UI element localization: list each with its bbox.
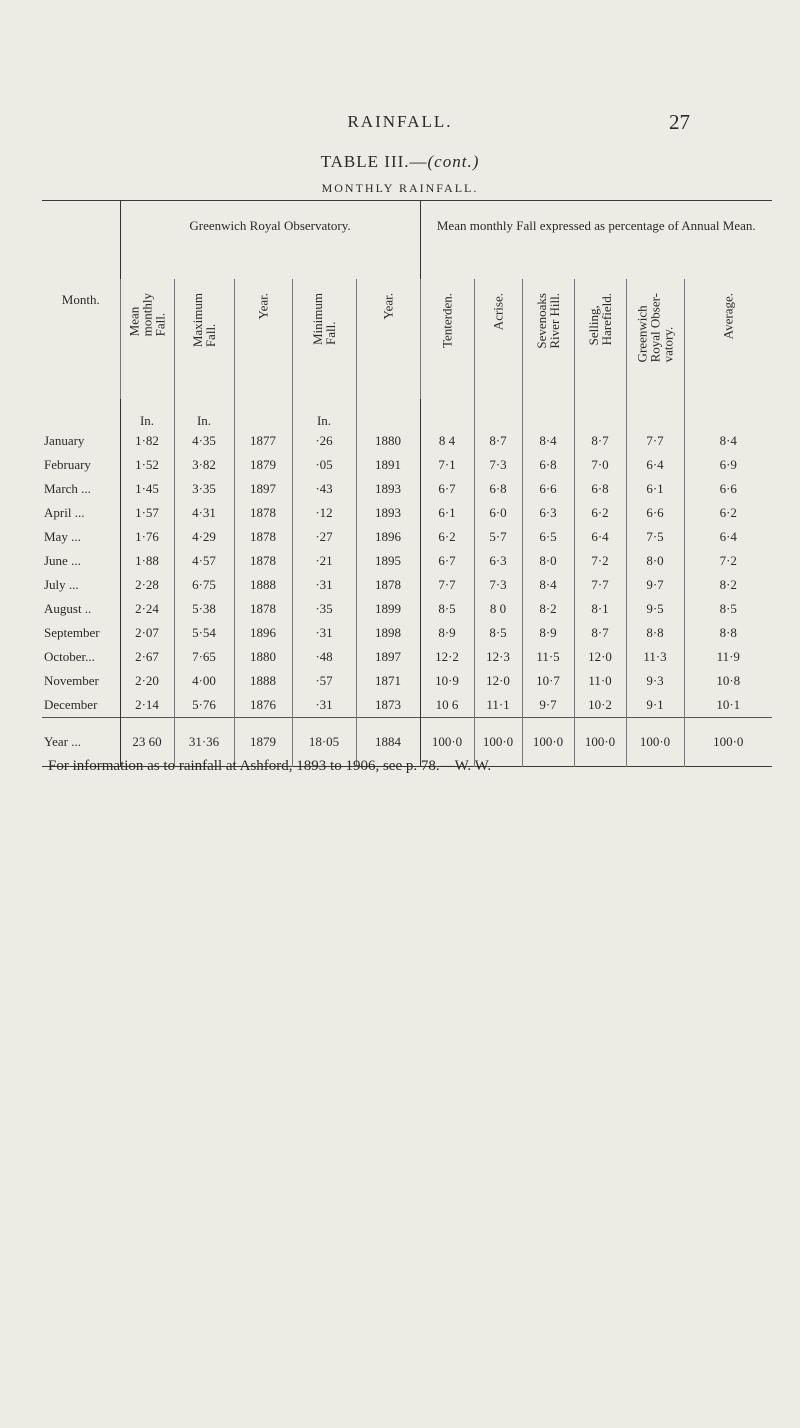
page-header [0,112,800,138]
table-row [42,597,772,621]
cell-tenterden: 10·9 [420,669,474,693]
table-title-cont: (cont.) [427,152,480,171]
cell-min: ·35 [292,597,356,621]
col-greenwich: Greenwich Royal Obser- vatory. [626,279,684,399]
col-max-year: Year. [234,279,292,399]
cell-tenterden: 6·2 [420,525,474,549]
cell-mean: 2·67 [120,645,174,669]
cell-mean: 2·07 [120,621,174,645]
cell-average: 8·2 [684,573,772,597]
cell-average: 6·6 [684,477,772,501]
cell-tenterden: 7·1 [420,453,474,477]
cell-min: ·12 [292,501,356,525]
cell-mean: 2·24 [120,597,174,621]
cell-average: 11·9 [684,645,772,669]
cell-max-year: 1878 [234,525,292,549]
cell-min-year: 1880 [356,429,420,453]
table-row [42,453,772,477]
cell-average: 7·2 [684,549,772,573]
cell-max: 4·31 [174,501,234,525]
col-tenterden: Tenterden. [420,279,474,399]
cell-selling: 8·1 [574,597,626,621]
cell-greenwich: 9·7 [626,573,684,597]
table-row [42,525,772,549]
cell-min: ·21 [292,549,356,573]
cell-greenwich: 6·6 [626,501,684,525]
cell-month: July ... [44,577,79,592]
cell-mean: 1·82 [120,429,174,453]
table-row [42,669,772,693]
cell-min-year: 1897 [356,645,420,669]
cell-max: 3·35 [174,477,234,501]
cell-sevenoaks: 6·5 [522,525,574,549]
cell-max-year: 1897 [234,477,292,501]
cell-tenterden: 12·2 [420,645,474,669]
cell-greenwich: 11·3 [626,645,684,669]
cell-greenwich: 6·4 [626,453,684,477]
cell-max-year: 1896 [234,621,292,645]
cell-tenterden: 8·5 [420,597,474,621]
total-greenwich: 100·0 [626,718,684,767]
cell-acrise: 11·1 [474,693,522,718]
cell-max-year: 1877 [234,429,292,453]
cell-mean: 2·14 [120,693,174,718]
cell-greenwich: 7·7 [626,429,684,453]
cell-acrise: 8·5 [474,621,522,645]
cell-average: 6·2 [684,501,772,525]
page-number: 27 [669,110,690,134]
cell-average: 10·1 [684,693,772,718]
cell-selling: 7·7 [574,573,626,597]
cell-acrise: 6·0 [474,501,522,525]
cell-sevenoaks: 10·7 [522,669,574,693]
cell-tenterden: 6·1 [420,501,474,525]
cell-average: 10·8 [684,669,772,693]
cell-acrise: 5·7 [474,525,522,549]
cell-mean: 1·52 [120,453,174,477]
cell-sevenoaks: 6·6 [522,477,574,501]
cell-min-year: 1873 [356,693,420,718]
total-min-year: 1884 [356,718,420,767]
total-acrise: 100·0 [474,718,522,767]
cell-selling: 10·2 [574,693,626,718]
cell-max-year: 1878 [234,501,292,525]
cell-max-year: 1878 [234,549,292,573]
cell-sevenoaks: 8·2 [522,597,574,621]
cell-month: August .. [44,601,92,616]
cell-min: ·31 [292,693,356,718]
group-greenwich-header: Greenwich Royal Observatory. [120,201,420,279]
cell-greenwich: 9·5 [626,597,684,621]
cell-month: April ... [44,505,85,520]
cell-max-year: 1879 [234,453,292,477]
cell-max: 5·38 [174,597,234,621]
cell-max: 4·57 [174,549,234,573]
cell-max-year: 1876 [234,693,292,718]
cell-sevenoaks: 6·3 [522,501,574,525]
cell-selling: 11·0 [574,669,626,693]
col-minimum-fall: Minimum Fall. [292,279,356,399]
rainfall-table [42,200,772,773]
cell-greenwich: 8·8 [626,621,684,645]
total-max: 31·36 [174,718,234,767]
table-title-text: TABLE III. [320,152,410,171]
cell-max-year: 1888 [234,669,292,693]
cell-greenwich: 6·1 [626,477,684,501]
table-row [42,477,772,501]
cell-sevenoaks: 8·9 [522,621,574,645]
cell-month: March ... [44,481,91,496]
month-header: Month. [61,292,100,307]
cell-selling: 7·2 [574,549,626,573]
col-sevenoaks: Sevenoaks River Hill. [522,279,574,399]
cell-sevenoaks: 8·0 [522,549,574,573]
cell-min-year: 1891 [356,453,420,477]
cell-greenwich: 7·5 [626,525,684,549]
cell-acrise: 6·8 [474,477,522,501]
cell-acrise: 7·3 [474,573,522,597]
table-row [42,501,772,525]
cell-selling: 8·7 [574,429,626,453]
cell-acrise: 8 0 [474,597,522,621]
cell-month: October... [44,649,95,664]
unit-mean: In. [120,399,174,429]
cell-min: ·26 [292,429,356,453]
cell-max-year: 1888 [234,573,292,597]
total-month: Year ... [42,718,120,767]
cell-tenterden: 8 4 [420,429,474,453]
cell-acrise: 7·3 [474,453,522,477]
cell-mean: 1·45 [120,477,174,501]
table-row [42,645,772,669]
cell-max: 6·75 [174,573,234,597]
cell-min-year: 1895 [356,549,420,573]
cell-selling: 7·0 [574,453,626,477]
cell-max-year: 1878 [234,597,292,621]
cell-tenterden: 10 6 [420,693,474,718]
cell-min: ·43 [292,477,356,501]
cell-mean: 1·76 [120,525,174,549]
cell-month: November [44,673,99,688]
cell-selling: 6·8 [574,477,626,501]
cell-tenterden: 8·9 [420,621,474,645]
cell-max: 4·29 [174,525,234,549]
group-header-row [42,201,772,279]
cell-min: ·57 [292,669,356,693]
table-row [42,573,772,597]
cell-average: 8·8 [684,621,772,645]
cell-sevenoaks: 8·4 [522,429,574,453]
table-body [42,429,772,718]
cell-min-year: 1898 [356,621,420,645]
rainfall-table-wrapper [42,200,772,773]
units-row [42,399,772,429]
col-average: Average. [684,279,772,399]
cell-mean: 2·20 [120,669,174,693]
cell-sevenoaks: 8·4 [522,573,574,597]
cell-min-year: 1893 [356,501,420,525]
total-selling: 100·0 [574,718,626,767]
total-sevenoaks: 100·0 [522,718,574,767]
unit-min: In. [292,399,356,429]
cell-max: 3·82 [174,453,234,477]
cell-month: June ... [44,553,81,568]
col-selling: Selling, Harefield. [574,279,626,399]
cell-max: 5·54 [174,621,234,645]
table-row [42,429,772,453]
cell-min: ·48 [292,645,356,669]
table-row [42,549,772,573]
cell-greenwich: 9·1 [626,693,684,718]
unit-max: In. [174,399,234,429]
total-max-year: 1879 [234,718,292,767]
cell-mean: 2·28 [120,573,174,597]
table-row [42,621,772,645]
cell-month: January [44,433,85,448]
cell-max: 5·76 [174,693,234,718]
cell-tenterden: 7·7 [420,573,474,597]
cell-max: 4·00 [174,669,234,693]
cell-sevenoaks: 11·5 [522,645,574,669]
cell-acrise: 12·0 [474,669,522,693]
cell-acrise: 8·7 [474,429,522,453]
col-maximum-fall: Maximum Fall. [174,279,234,399]
total-average: 100·0 [684,718,772,767]
group-percent-header: Mean monthly Fall expressed as percentage of Annual Mean. [420,201,772,279]
cell-tenterden: 6·7 [420,549,474,573]
cell-min-year: 1878 [356,573,420,597]
cell-min-year: 1899 [356,597,420,621]
cell-selling: 12·0 [574,645,626,669]
cell-min: ·27 [292,525,356,549]
cell-selling: 6·4 [574,525,626,549]
cell-selling: 6·2 [574,501,626,525]
table-title-separator: — [409,152,428,171]
col-acrise: Acrise. [474,279,522,399]
cell-min-year: 1871 [356,669,420,693]
cell-mean: 1·88 [120,549,174,573]
cell-sevenoaks: 6·8 [522,453,574,477]
running-title: RAINFALL. [347,112,453,131]
cell-max: 7·65 [174,645,234,669]
cell-greenwich: 8·0 [626,549,684,573]
cell-mean: 1·57 [120,501,174,525]
column-header-row [42,279,772,399]
table-title [0,152,800,172]
cell-sevenoaks: 9·7 [522,693,574,718]
table-subtitle: MONTHLY RAINFALL. [321,181,479,195]
cell-month: December [44,697,98,712]
cell-average: 8·5 [684,597,772,621]
cell-min-year: 1893 [356,477,420,501]
table-row [42,693,772,718]
cell-acrise: 6·3 [474,549,522,573]
cell-month: September [44,625,100,640]
total-min: 18·05 [292,718,356,767]
cell-acrise: 12·3 [474,645,522,669]
cell-min: ·31 [292,573,356,597]
cell-max-year: 1880 [234,645,292,669]
col-mean-monthly-fall: Mean monthly Fall. [120,279,174,399]
cell-max: 4·35 [174,429,234,453]
cell-average: 6·4 [684,525,772,549]
cell-month: May ... [44,529,81,544]
cell-min: ·31 [292,621,356,645]
cell-average: 6·9 [684,453,772,477]
total-mean: 23 60 [120,718,174,767]
cell-tenterden: 6·7 [420,477,474,501]
total-tenterden: 100·0 [420,718,474,767]
col-min-year: Year. [356,279,420,399]
cell-month: February [44,457,91,472]
cell-min-year: 1896 [356,525,420,549]
cell-average: 8·4 [684,429,772,453]
cell-min: ·05 [292,453,356,477]
cell-greenwich: 9·3 [626,669,684,693]
footnote: For information as to rainfall at Ashford, 1893 to 1906, see p. 78.—W. W. [48,758,492,774]
cell-selling: 8·7 [574,621,626,645]
